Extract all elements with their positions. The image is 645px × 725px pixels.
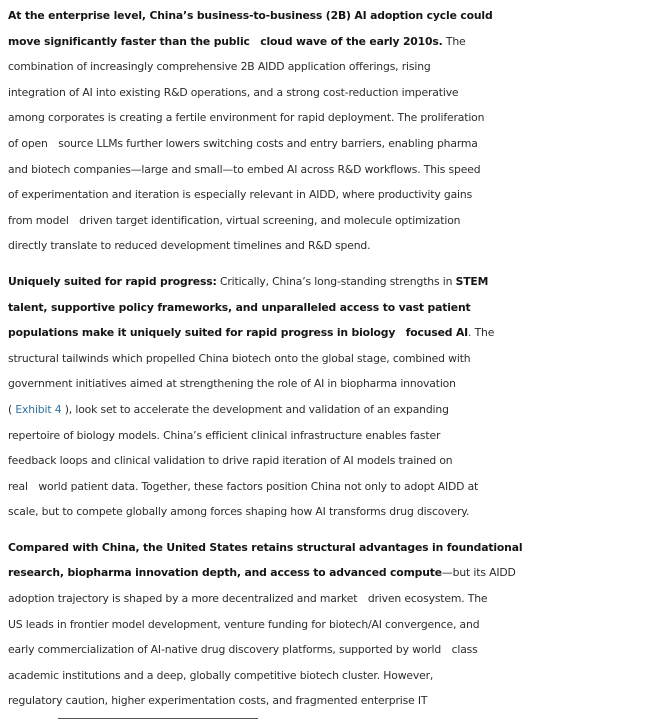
text-line [8, 269, 640, 295]
text-line: and biotech companies—large and small—to embed AI across R&D workflows. This speed [8, 162, 481, 176]
text-line: regulatory caution, higher experimentation costs, and fragmented enterprise IT [8, 694, 428, 708]
bold-lead: At the enterprise level, China’s business-to-business (2B) AI adoption cycle could [8, 9, 493, 22]
text-line [8, 560, 640, 586]
text-line: structural tailwinds which propelled China biotech onto the global stage, combined with [8, 351, 471, 365]
text-line: early commercialization of AI-native drug discovery platforms, supported by world class [8, 643, 478, 657]
body-text: ( [8, 402, 13, 416]
body-text: ), look set to accelerate the development and validation of an expanding [64, 402, 449, 416]
paragraph-text [8, 269, 640, 525]
text-line: US leads in frontier model development, venture funding for biotech/AI convergence, and [8, 617, 480, 631]
text-line [8, 320, 640, 346]
exhibit-4-link[interactable]: Exhibit 4 [12, 402, 65, 416]
text-line: real world patient data. Together, these factors position China not only to adopt AIDD at [8, 479, 479, 493]
text-line [8, 3, 640, 29]
text-line: adoption trajectory is shaped by a more decentralized and market driven ecosystem. The [8, 592, 488, 606]
selection-underline [58, 718, 258, 719]
bold-lead: research, biopharma innovation depth, and access to advanced compute [8, 566, 442, 580]
paragraph-text [8, 3, 640, 259]
text-line: scale, but to compete globally among forces shaping how AI transforms drug discovery. [8, 505, 470, 519]
text-line [8, 397, 640, 423]
bold-emphasis: populations make it uniquely suited for rapid progress in biology focused AI [8, 326, 469, 340]
text-line: among corporates is creating a fertile environment for rapid deployment. The proliferation [8, 111, 485, 125]
body-text: The [442, 34, 466, 48]
body-text: . The [468, 326, 495, 340]
article-body [8, 3, 640, 724]
text-line: of experimentation and iteration is especially relevant in AIDD, where productivity gains [8, 188, 473, 202]
paragraph-us-comparison [8, 535, 640, 714]
bold-emphasis: talent, supportive policy frameworks, and unparalleled access to vast patient [8, 300, 471, 314]
text-line: feedback loops and clinical validation to drive rapid iteration of AI models trained on [8, 454, 453, 468]
paragraph-text [8, 535, 640, 714]
text-line [8, 295, 640, 321]
text-line: repertoire of biology models. China’s efficient clinical infrastructure enables faster [8, 428, 441, 442]
body-text: Critically, China’s long-standing strengths in [216, 274, 456, 288]
text-line [8, 535, 640, 561]
text-line: combination of increasingly comprehensive 2B AIDD application offerings, rising [8, 60, 431, 74]
text-line: academic institutions and a deep, globally competitive biotech cluster. However, [8, 668, 434, 682]
bold-lead: move significantly faster than the public cloud wave of the early 2010s. [8, 34, 443, 48]
bold-lead: Compared with China, the United States retains structural advantages in foundational [8, 540, 523, 554]
text-line: integration of AI into existing R&D operations, and a strong cost-reduction imperative [8, 85, 459, 99]
text-line: government initiatives aimed at strengthening the role of AI in biopharma innovation [8, 377, 456, 391]
paragraph-enterprise-adoption [8, 3, 640, 259]
text-line: directly translate to reduced development timelines and R&D spend. [8, 239, 371, 253]
bold-lead: Uniquely suited for rapid progress: [8, 274, 217, 288]
text-line: from model driven target identification, virtual screening, and molecule optimization [8, 213, 461, 227]
text-line: of open source LLMs further lowers switching costs and entry barriers, enabling pharma [8, 136, 478, 150]
bold-emphasis: STEM [455, 274, 489, 288]
body-text: —but its AIDD [441, 566, 516, 580]
text-line [8, 29, 640, 55]
paragraph-rapid-progress [8, 269, 640, 525]
